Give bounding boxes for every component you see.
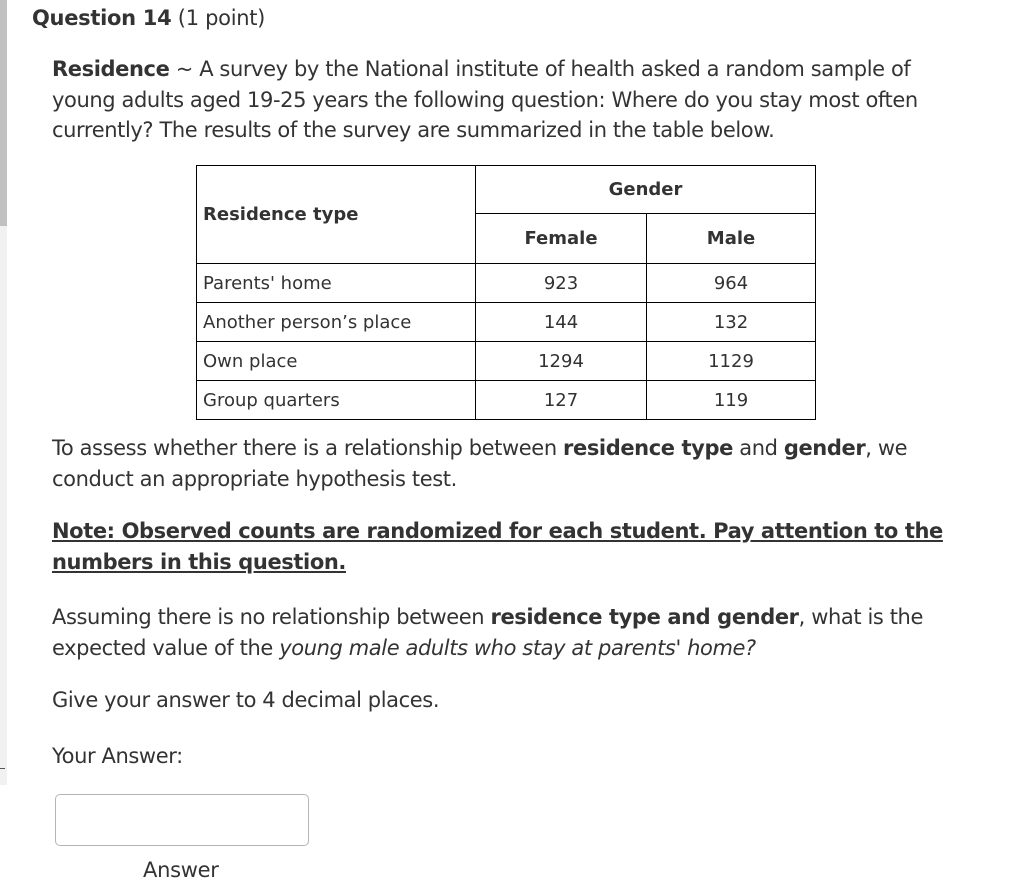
row-label: Parents' home bbox=[197, 264, 476, 303]
table-row bbox=[197, 342, 816, 381]
intro-topic: Residence bbox=[52, 57, 170, 81]
answer-caption: Answer bbox=[143, 858, 219, 882]
answer-label: Your Answer: bbox=[52, 744, 183, 768]
cell-male: 119 bbox=[647, 381, 816, 420]
table-group-header: Gender bbox=[476, 166, 816, 214]
table-row bbox=[197, 381, 816, 420]
assess-paragraph bbox=[52, 433, 962, 494]
table-row bbox=[197, 303, 816, 342]
intro-separator: ~ bbox=[169, 57, 200, 81]
question-intro bbox=[52, 54, 962, 146]
question-header bbox=[32, 6, 265, 30]
cell-female: 1294 bbox=[476, 342, 647, 381]
prompt-bold: residence type and gender bbox=[490, 605, 799, 629]
table-row-header: Residence type bbox=[197, 166, 476, 264]
assess-bold-2: gender bbox=[783, 436, 866, 460]
table-row bbox=[197, 264, 816, 303]
question-title: Question 14 bbox=[32, 6, 172, 30]
cell-male: 1129 bbox=[647, 342, 816, 381]
intro-text: A survey by the National institute of health asked a random sample of young adults aged 19-25 years the following question: Where do you stay most often currently? The results of the survey are summarized in the table below. bbox=[52, 57, 918, 142]
prompt-text-1: Assuming there is no relationship between bbox=[52, 605, 491, 629]
scrollbar-thumb[interactable] bbox=[0, 0, 7, 226]
row-label: Group quarters bbox=[197, 381, 476, 420]
question-points: (1 point) bbox=[177, 6, 266, 30]
scroll-marker bbox=[0, 768, 5, 769]
prompt-italic: young male adults who stay at parents' home? bbox=[279, 635, 756, 660]
note-text: Note: Observed counts are randomized for each student. Pay attention to the numbers in this question. bbox=[52, 519, 943, 574]
table-col-header-male: Male bbox=[647, 214, 816, 264]
assess-text-2: and bbox=[732, 436, 784, 460]
prompt-text-2: , what is the expected value of the bbox=[52, 605, 923, 660]
decimals-instruction: Give your answer to 4 decimal places. bbox=[52, 688, 440, 712]
assess-text-3: , we conduct an appropriate hypothesis test. bbox=[52, 436, 908, 491]
assess-bold-1: residence type bbox=[563, 436, 733, 460]
cell-male: 964 bbox=[647, 264, 816, 303]
row-label: Another person’s place bbox=[197, 303, 476, 342]
scrollbar-track[interactable] bbox=[0, 0, 7, 785]
survey-table bbox=[196, 165, 816, 420]
cell-female: 923 bbox=[476, 264, 647, 303]
cell-male: 132 bbox=[647, 303, 816, 342]
assess-text-1: To assess whether there is a relationship between bbox=[52, 436, 564, 460]
cell-female: 144 bbox=[476, 303, 647, 342]
cell-female: 127 bbox=[476, 381, 647, 420]
question-prompt bbox=[52, 602, 962, 663]
table-col-header-female: Female bbox=[476, 214, 647, 264]
answer-input[interactable] bbox=[55, 794, 309, 846]
row-label: Own place bbox=[197, 342, 476, 381]
